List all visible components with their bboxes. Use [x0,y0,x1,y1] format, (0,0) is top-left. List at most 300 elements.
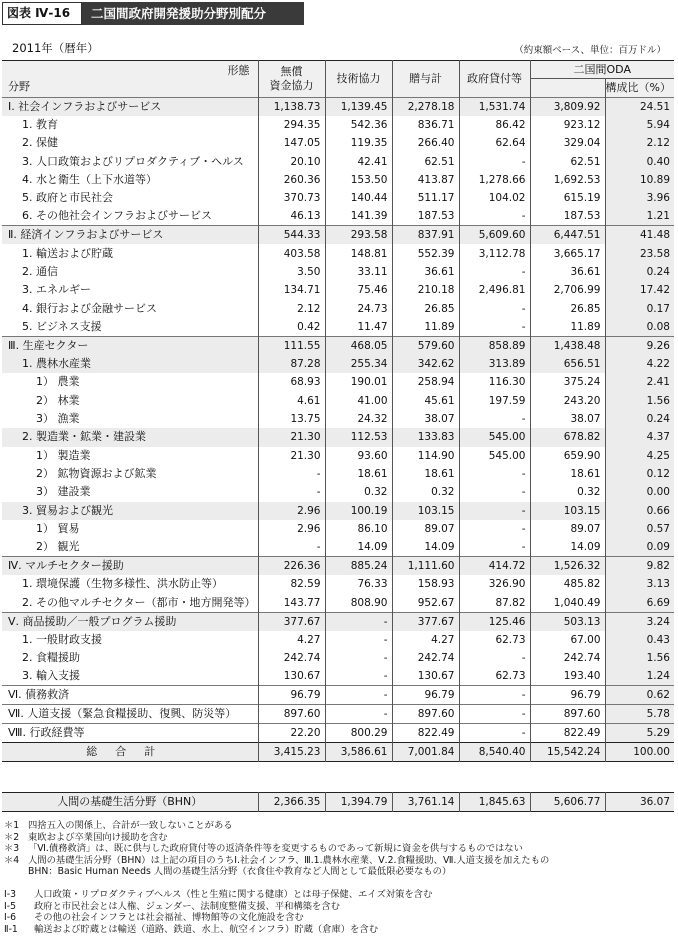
value-cell: 342.62 [392,355,459,373]
value-cell: 187.53 [392,207,459,226]
value-cell: - [459,410,530,428]
value-cell: - [325,631,392,649]
value-cell: - [459,502,530,520]
value-cell: 38.07 [530,410,605,428]
value-cell: 197.59 [459,391,530,409]
row-label: 1） 製造業 [2,447,258,465]
value-cell: 13.75 [258,410,325,428]
table-row [2,612,674,631]
bhn-value: 36.07 [605,793,674,812]
value-cell: - [459,299,530,317]
value-cell: 210.18 [392,281,459,299]
figure-heading: 二国間政府開発援助分野別配分 [82,2,304,25]
ratio-cell: 0.09 [605,538,674,557]
row-label: 1. 環境保護（生物多様性、洪水防止等） [2,575,258,593]
value-cell: 0.32 [392,483,459,501]
value-cell: 36.61 [530,263,605,281]
ratio-cell: 41.48 [605,226,674,245]
term-note: Ⅰ-5 政府と市民社会とは人権、ジェンダー、法制度整備支援、平和構築を含む [4,900,340,912]
value-cell: 1,278.66 [459,171,530,189]
value-cell: 148.81 [325,244,392,262]
ratio-cell: 4.37 [605,428,674,446]
term-note: Ⅰ-6 その他の社会インフラとは社会福祉、博物館等の文化施設を含む [4,912,304,924]
row-label: 1. 農林水産業 [2,355,258,373]
table-row [2,336,674,355]
value-cell: 414.72 [459,557,530,576]
header-form: 形態 [227,64,250,77]
ratio-cell: 0.57 [605,520,674,538]
value-cell: 656.51 [530,355,605,373]
table-row [2,483,674,501]
bhn-table [2,792,674,812]
bhn-row [2,793,674,812]
total-value: 8,540.40 [459,743,530,762]
ratio-cell: 0.40 [605,152,674,170]
value-cell: 885.24 [325,557,392,576]
figure-title [2,2,304,25]
ratio-cell: 3.96 [605,189,674,207]
row-label: 2. その他マルチセクター（都市・地方開発等） [2,594,258,613]
value-cell: 2.96 [258,502,325,520]
value-cell: - [459,207,530,226]
value-cell: 134.71 [258,281,325,299]
table-row [2,447,674,465]
value-cell: 86.10 [325,520,392,538]
ratio-cell: 23.58 [605,244,674,262]
value-cell: 897.60 [530,705,605,724]
table-row [2,557,674,576]
value-cell: - [459,465,530,483]
bhn-label: 人間の基礎生活分野（BHN） [2,793,258,812]
header-field: 分野 [8,79,30,93]
value-cell: 103.15 [392,502,459,520]
value-cell: 822.49 [530,724,605,743]
value-cell: 5,609.60 [459,226,530,245]
value-cell: 100.19 [325,502,392,520]
table-header [2,61,674,79]
ratio-cell: 0.24 [605,410,674,428]
row-label: 5. ビジネス支援 [2,318,258,337]
ratio-cell: 3.13 [605,575,674,593]
value-cell: 294.35 [258,116,325,134]
row-label: 1. 輸送および貯蔵 [2,244,258,262]
value-cell: - [459,318,530,337]
table-row [2,465,674,483]
table-row [2,705,674,724]
ratio-cell: 1.56 [605,649,674,667]
value-cell: 103.15 [530,502,605,520]
row-label: 5. 政府と市民社会 [2,189,258,207]
header-form-field [2,61,258,98]
table-row [2,631,674,649]
value-cell: 897.60 [258,705,325,724]
value-cell: - [459,649,530,667]
row-label: 2. 製造業・鉱業・建設業 [2,428,258,446]
ratio-cell: 0.43 [605,631,674,649]
value-cell: 21.30 [258,447,325,465]
value-cell: 3,809.92 [530,97,605,116]
value-cell: 1,438.48 [530,336,605,355]
value-cell: 659.90 [530,447,605,465]
ratio-cell: 1.24 [605,667,674,686]
row-label: Ⅷ. 行政経費等 [2,724,258,743]
table-row [2,226,674,245]
value-cell: 4.27 [392,631,459,649]
table-row [2,97,674,116]
unit-label: （約束額ベース、単位：百万ドル） [514,45,666,56]
value-cell: 1,138.73 [258,97,325,116]
footnote: ＊2 東欧および卒業国向け援助を含む [4,831,168,843]
value-cell: 545.00 [459,447,530,465]
value-cell: 62.73 [459,667,530,686]
value-cell: - [325,686,392,705]
row-label: 3. 輸入支援 [2,667,258,686]
value-cell: - [325,667,392,686]
footnotes [4,820,674,878]
ratio-cell: 5.78 [605,705,674,724]
ratio-cell: 3.24 [605,612,674,631]
value-cell: 147.05 [258,134,325,152]
value-cell: 46.13 [258,207,325,226]
value-cell: 0.32 [325,483,392,501]
value-cell: 952.67 [392,594,459,613]
value-cell: 403.58 [258,244,325,262]
ratio-cell: 0.08 [605,318,674,337]
value-cell: 96.79 [258,686,325,705]
value-cell: - [459,263,530,281]
table-row [2,299,674,317]
value-cell: 1,692.53 [530,171,605,189]
table-row [2,594,674,613]
value-cell: 242.74 [258,649,325,667]
value-cell: 11.89 [392,318,459,337]
ratio-cell: 0.66 [605,502,674,520]
table-row [2,502,674,520]
value-cell: - [459,483,530,501]
row-label: 1） 貿易 [2,520,258,538]
value-cell: 26.85 [392,299,459,317]
table-row [2,207,674,226]
value-cell: 62.64 [459,134,530,152]
term-note: Ⅰ-3 人口政策・リプロダクティブヘルス（性と生殖に関する健康）とは母子保健、エイズ対策を含む [4,889,433,900]
footnote: ＊3 「Ⅵ.債務救済」は、既に供与した政府貸付等の返済条件等を変更するものであって新規に資金を供与するものではない [4,843,523,855]
value-cell: 0.42 [258,318,325,337]
value-cell: 4.61 [258,391,325,409]
ratio-cell: 4.22 [605,355,674,373]
value-cell: 11.89 [530,318,605,337]
value-cell: 260.36 [258,171,325,189]
value-cell: 22.20 [258,724,325,743]
value-cell: - [325,705,392,724]
ratio-cell: 0.62 [605,686,674,705]
value-cell: 141.39 [325,207,392,226]
value-cell: 130.67 [258,667,325,686]
value-cell: 923.12 [530,116,605,134]
table-row [2,134,674,152]
value-cell: 18.61 [530,465,605,483]
ratio-cell: 1.21 [605,207,674,226]
value-cell: 89.07 [530,520,605,538]
ratio-cell: 5.94 [605,116,674,134]
value-cell: 20.10 [258,152,325,170]
value-cell: 542.36 [325,116,392,134]
value-cell: - [459,152,530,170]
value-cell: 62.73 [459,631,530,649]
value-cell: 14.09 [325,538,392,557]
row-label: Ⅶ. 人道支援（緊急食糧援助、復興、防災等） [2,705,258,724]
value-cell: 293.58 [325,226,392,245]
value-cell: 82.59 [258,575,325,593]
value-cell: 116.30 [459,373,530,391]
value-cell: 24.73 [325,299,392,317]
row-label: 1. 教育 [2,116,258,134]
value-cell: 89.07 [392,520,459,538]
value-cell: 377.67 [392,612,459,631]
table-row [2,575,674,593]
row-label: 1. 一般財政支援 [2,631,258,649]
value-cell: 21.30 [258,428,325,446]
value-cell: 552.39 [392,244,459,262]
row-label: 2. 食糧援助 [2,649,258,667]
value-cell: 18.61 [325,465,392,483]
row-label: 3） 建設業 [2,483,258,501]
table-row [2,520,674,538]
value-cell: - [258,538,325,557]
footnote: ＊1 四捨五入の関係上、合計が一致しないことがある [4,820,233,831]
value-cell: 822.49 [392,724,459,743]
value-cell: 2.96 [258,520,325,538]
value-cell: - [258,465,325,483]
value-cell: 87.28 [258,355,325,373]
value-cell: 26.85 [530,299,605,317]
row-label: 3） 漁業 [2,410,258,428]
value-cell: 114.90 [392,447,459,465]
total-row [2,743,674,762]
value-cell: 24.32 [325,410,392,428]
value-cell: - [459,520,530,538]
value-cell: 255.34 [325,355,392,373]
table-row [2,244,674,262]
row-label: Ⅴ. 商品援助／一般プログラム援助 [2,612,258,631]
ratio-cell: 1.56 [605,391,674,409]
value-cell: 242.74 [392,649,459,667]
header-grant-aid: 無償 資金協力 [258,61,325,98]
value-cell: 485.82 [530,575,605,593]
value-cell: 4.27 [258,631,325,649]
header-ratio: 構成比（%） [605,79,674,97]
ratio-cell: 4.25 [605,447,674,465]
table-row [2,263,674,281]
row-label: 6. その他社会インフラおよびサービス [2,207,258,226]
value-cell: 3,112.78 [459,244,530,262]
value-cell: 6,447.51 [530,226,605,245]
table-row [2,152,674,170]
value-cell: 130.67 [392,667,459,686]
value-cell: 36.61 [392,263,459,281]
value-cell: 14.09 [530,538,605,557]
value-cell: 1,139.45 [325,97,392,116]
value-cell: 33.11 [325,263,392,281]
footnote: BHN：Basic Human Needs 人間の基礎生活分野（衣食住や教育など人間として最低限必要なもの） [28,866,452,878]
value-cell: 2.12 [258,299,325,317]
value-cell: 800.29 [325,724,392,743]
value-cell: 62.51 [530,152,605,170]
total-value: 3,586.61 [325,743,392,762]
value-cell: 96.79 [392,686,459,705]
bhn-value: 3,761.14 [392,793,459,812]
value-cell: 511.17 [392,189,459,207]
row-label: 4. 銀行および金融サービス [2,299,258,317]
value-cell: 258.94 [392,373,459,391]
total-label: 総合計 [2,743,258,762]
table-row [2,355,674,373]
value-cell: 67.00 [530,631,605,649]
value-cell: 140.44 [325,189,392,207]
row-label: 1） 農業 [2,373,258,391]
value-cell: 326.90 [459,575,530,593]
total-value: 7,001.84 [392,743,459,762]
ratio-cell: 0.24 [605,263,674,281]
header-oda: 二国間ODA [530,61,674,79]
value-cell: 38.07 [392,410,459,428]
value-cell: 858.89 [459,336,530,355]
value-cell: 897.60 [392,705,459,724]
table-row [2,667,674,686]
ratio-cell: 2.12 [605,134,674,152]
total-value: 3,415.23 [258,743,325,762]
table-body [2,97,674,743]
value-cell: 153.50 [325,171,392,189]
value-cell: 104.02 [459,189,530,207]
value-cell: 2,496.81 [459,281,530,299]
value-cell: 1,531.74 [459,97,530,116]
oda-allocation-table [2,60,674,762]
value-cell: - [459,724,530,743]
row-label: 3. 人口政策およびリプロダクティブ・ヘルス [2,152,258,170]
ratio-cell: 0.12 [605,465,674,483]
value-cell: 544.33 [258,226,325,245]
row-label: 2. 通信 [2,263,258,281]
value-cell: 0.32 [530,483,605,501]
value-cell: 615.19 [530,189,605,207]
value-cell: 413.87 [392,171,459,189]
value-cell: 313.89 [459,355,530,373]
value-cell: 18.61 [392,465,459,483]
ratio-cell: 0.17 [605,299,674,317]
value-cell: 2,278.18 [392,97,459,116]
value-cell: 14.09 [392,538,459,557]
table-row [2,391,674,409]
value-cell: 76.33 [325,575,392,593]
ratio-cell: 0.00 [605,483,674,501]
footnote: ＊4 人間の基礎生活分野（BHN）は上記の項目のうちⅠ.社会インフラ、Ⅲ.1.農林水産業、Ⅴ.2.食糧援助、Ⅶ.人道支援を加えたもの [4,854,550,866]
value-cell: - [325,649,392,667]
value-cell: 111.55 [258,336,325,355]
table-row [2,410,674,428]
value-cell: 41.00 [325,391,392,409]
value-cell: 125.46 [459,612,530,631]
term-note: Ⅱ-1 輸送および貯蔵とは輸送（道路、鉄道、水上、航空インフラ）貯蔵（倉庫）を含む [4,923,378,935]
figure-number: 図表 Ⅳ-16 [2,2,82,25]
value-cell: 468.05 [325,336,392,355]
value-cell: 42.41 [325,152,392,170]
bhn-value: 1,845.63 [459,793,530,812]
value-cell: 193.40 [530,667,605,686]
table-row [2,724,674,743]
bhn-value: 2,366.35 [258,793,325,812]
value-cell: 1,526.32 [530,557,605,576]
value-cell: 503.13 [530,612,605,631]
value-cell: 377.67 [258,612,325,631]
value-cell: 62.51 [392,152,459,170]
value-cell: 226.36 [258,557,325,576]
header-loans: 政府貸付等 [459,61,530,98]
table-row [2,649,674,667]
year-label: 2011年（暦年） [12,41,99,55]
value-cell: 545.00 [459,428,530,446]
value-cell: 112.53 [325,428,392,446]
value-cell: 837.91 [392,226,459,245]
value-cell: 86.42 [459,116,530,134]
value-cell: 678.82 [530,428,605,446]
total-value: 100.00 [605,743,674,762]
table-row [2,281,674,299]
value-cell: 93.60 [325,447,392,465]
ratio-cell: 9.82 [605,557,674,576]
value-cell: - [325,612,392,631]
table-row [2,171,674,189]
value-cell: 45.61 [392,391,459,409]
value-cell: 87.82 [459,594,530,613]
value-cell: 375.24 [530,373,605,391]
ratio-cell: 6.69 [605,594,674,613]
bhn-value: 1,394.79 [325,793,392,812]
table-row [2,373,674,391]
row-label: 3. エネルギー [2,281,258,299]
value-cell: 96.79 [530,686,605,705]
value-cell: 3.50 [258,263,325,281]
ratio-cell: 24.51 [605,97,674,116]
row-label: 2. 保健 [2,134,258,152]
ratio-cell: 2.41 [605,373,674,391]
table-row [2,686,674,705]
value-cell: 836.71 [392,116,459,134]
row-label: Ⅰ. 社会インフラおよびサービス [2,97,258,116]
value-cell: 370.73 [258,189,325,207]
header-grant-total: 贈与計 [392,61,459,98]
table-row [2,428,674,446]
row-label: 2） 観光 [2,538,258,557]
value-cell: 119.35 [325,134,392,152]
value-cell: - [258,483,325,501]
value-cell: 143.77 [258,594,325,613]
value-cell: - [459,686,530,705]
row-label: Ⅳ. マルチセクター援助 [2,557,258,576]
value-cell: 133.83 [392,428,459,446]
value-cell: 187.53 [530,207,605,226]
ratio-cell: 5.29 [605,724,674,743]
table-row [2,189,674,207]
row-label: 2） 林業 [2,391,258,409]
table-row [2,318,674,337]
table-row [2,116,674,134]
value-cell: 158.93 [392,575,459,593]
value-cell: 266.40 [392,134,459,152]
value-cell: 242.74 [530,649,605,667]
value-cell: 3,665.17 [530,244,605,262]
ratio-cell: 9.26 [605,336,674,355]
row-label: Ⅵ. 債務救済 [2,686,258,705]
